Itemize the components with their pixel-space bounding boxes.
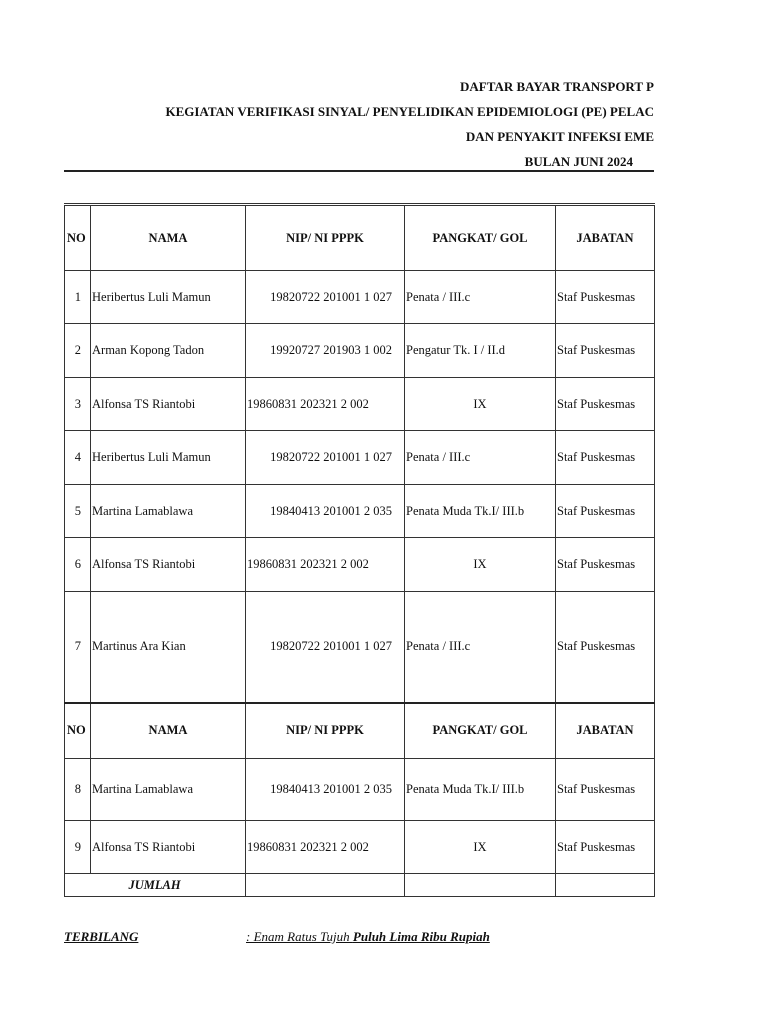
table-row	[65, 324, 655, 378]
column-header-nip: NIP/ NI PPPK	[246, 703, 405, 759]
row-jabatan: Staf Puskesmas	[556, 485, 655, 538]
row-nip: 19860831 202321 2 002	[246, 378, 405, 431]
row-nip: 19840413 201001 2 035	[246, 485, 405, 538]
row-nama: Heribertus Luli Mamun	[91, 431, 246, 485]
row-nip: 19860831 202321 2 002	[246, 821, 405, 874]
row-pangkat: Penata / III.c	[405, 271, 556, 324]
row-jabatan: Staf Puskesmas	[556, 271, 655, 324]
row-no: 9	[65, 821, 91, 874]
row-jabatan: Staf Puskesmas	[556, 821, 655, 874]
table-header-row	[65, 205, 655, 271]
period-title: BULAN JUNI 2024	[524, 154, 633, 169]
terbilang-value	[246, 929, 490, 945]
column-header-no: NO	[65, 205, 91, 271]
header-divider	[64, 170, 654, 172]
row-jabatan: Staf Puskesmas	[556, 378, 655, 431]
column-header-nama: NAMA	[91, 703, 246, 759]
table-row	[65, 271, 655, 324]
column-header-jabatan: JABATAN	[556, 703, 655, 759]
row-nip: 19820722 201001 1 027	[246, 271, 405, 324]
table-row	[65, 592, 655, 703]
table-row	[65, 759, 655, 821]
row-jabatan: Staf Puskesmas	[556, 592, 655, 703]
row-nama: Heribertus Luli Mamun	[91, 271, 246, 324]
row-nama: Arman Kopong Tadon	[91, 324, 246, 378]
column-header-pangkat: PANGKAT/ GOL	[405, 205, 556, 271]
row-nip: 19820722 201001 1 027	[246, 431, 405, 485]
activity-title: KEGIATAN VERIFIKASI SINYAL/ PENYELIDIKAN EPIDEMIOLOGI (PE) PELAC	[165, 104, 654, 119]
row-pangkat: IX	[405, 821, 556, 874]
total-cell	[405, 874, 556, 897]
row-no: 4	[65, 431, 91, 485]
row-nama: Alfonsa TS Riantobi	[91, 821, 246, 874]
terbilang-value-part1: : Enam Ratus Tujuh	[246, 929, 353, 944]
row-nama: Alfonsa TS Riantobi	[91, 378, 246, 431]
row-pangkat: Penata Muda Tk.I/ III.b	[405, 759, 556, 821]
row-jabatan: Staf Puskesmas	[556, 431, 655, 485]
table-row	[65, 821, 655, 874]
row-pangkat: Penata Muda Tk.I/ III.b	[405, 485, 556, 538]
row-pangkat: Penata / III.c	[405, 592, 556, 703]
row-pangkat: Penata / III.c	[405, 431, 556, 485]
table-header-row-repeat	[65, 703, 655, 759]
column-header-no: NO	[65, 703, 91, 759]
row-nip: 19860831 202321 2 002	[246, 538, 405, 592]
payment-table	[64, 203, 655, 897]
row-nama: Alfonsa TS Riantobi	[91, 538, 246, 592]
table-row	[65, 538, 655, 592]
row-no: 8	[65, 759, 91, 821]
column-header-nama: NAMA	[91, 205, 246, 271]
column-header-nip: NIP/ NI PPPK	[246, 205, 405, 271]
row-nip: 19920727 201903 1 002	[246, 324, 405, 378]
table-row	[65, 431, 655, 485]
row-no: 1	[65, 271, 91, 324]
terbilang-value-part2: Puluh Lima Ribu Rupiah	[352, 929, 490, 944]
row-pangkat: IX	[405, 378, 556, 431]
table-row	[65, 485, 655, 538]
row-nip: 19840413 201001 2 035	[246, 759, 405, 821]
total-cell	[556, 874, 655, 897]
column-header-jabatan: JABATAN	[556, 205, 655, 271]
row-no: 7	[65, 592, 91, 703]
terbilang-label: TERBILANG	[64, 929, 139, 944]
total-row	[65, 874, 655, 897]
row-no: 5	[65, 485, 91, 538]
row-pangkat: Pengatur Tk. I / II.d	[405, 324, 556, 378]
row-nip: 19820722 201001 1 027	[246, 592, 405, 703]
row-nama: Martina Lamablawa	[91, 759, 246, 821]
total-cell	[246, 874, 405, 897]
column-header-pangkat: PANGKAT/ GOL	[405, 703, 556, 759]
row-no: 2	[65, 324, 91, 378]
row-no: 3	[65, 378, 91, 431]
activity-subtitle: DAN PENYAKIT INFEKSI EME	[465, 129, 654, 144]
row-jabatan: Staf Puskesmas	[556, 538, 655, 592]
row-jabatan: Staf Puskesmas	[556, 759, 655, 821]
row-nama: Martina Lamablawa	[91, 485, 246, 538]
table-row	[65, 378, 655, 431]
document-title: DAFTAR BAYAR TRANSPORT P	[460, 79, 654, 94]
total-label: JUMLAH	[65, 874, 246, 897]
row-nama: Martinus Ara Kian	[91, 592, 246, 703]
row-no: 6	[65, 538, 91, 592]
row-pangkat: IX	[405, 538, 556, 592]
row-jabatan: Staf Puskesmas	[556, 324, 655, 378]
